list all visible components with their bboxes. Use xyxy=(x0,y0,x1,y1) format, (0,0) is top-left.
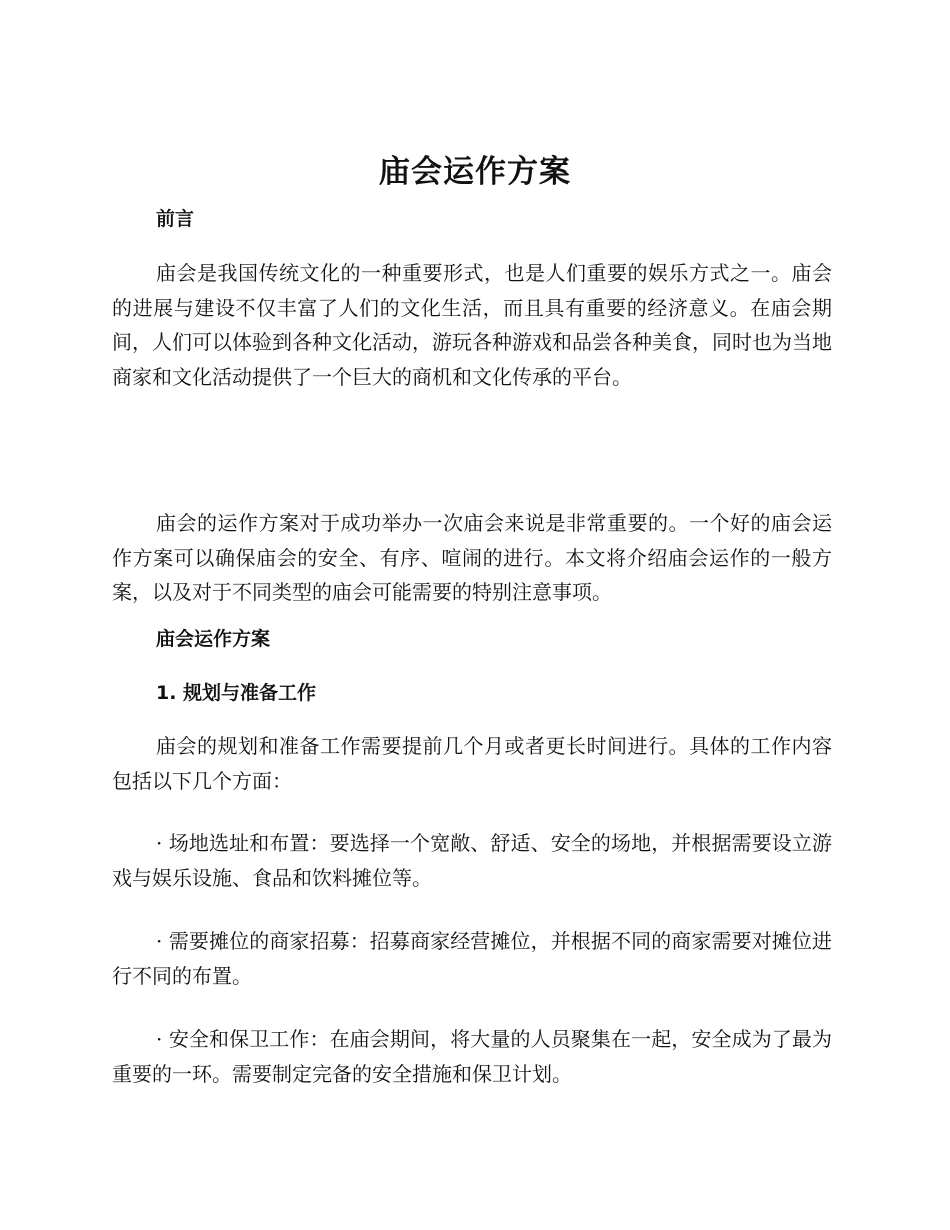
bullet-merchant-recruitment: · 需要摊位的商家招募：招募商家经营摊位，并根据不同的商家需要对摊位进行不同的布置。 xyxy=(112,929,832,988)
subsection-heading-planning: 1. 规划与准备工作 xyxy=(156,682,317,704)
section-heading-plan: 庙会运作方案 xyxy=(156,628,271,650)
section-heading-preface: 前言 xyxy=(156,208,195,230)
paragraph-planning-intro: 庙会的规划和准备工作需要提前几个月或者更长时间进行。具体的工作内容包括以下几个方面： xyxy=(112,734,832,793)
paragraph-preface-2: 庙会的运作方案对于成功举办一次庙会来说是非常重要的。一个好的庙会运作方案可以确保庙会的安全、有序、喧闹的进行。本文将介绍庙会运作的一般方案，以及对于不同类型的庙会可能需要的特别注意事项。 xyxy=(112,511,832,604)
page-title: 庙会运作方案 xyxy=(379,154,571,190)
bullet-security: · 安全和保卫工作：在庙会期间，将大量的人员聚集在一起，安全成为了最为重要的一环。需要制定完备的安全措施和保卫计划。 xyxy=(112,1027,832,1086)
paragraph-preface-1: 庙会是我国传统文化的一种重要形式，也是人们重要的娱乐方式之一。庙会的进展与建设不仅丰富了人们的文化生活，而且具有重要的经济意义。在庙会期间，人们可以体验到各种文化活动，游玩各种游戏和品尝各种美食，同时也为当地商家和文化活动提供了一个巨大的商机和文化传承的平台。 xyxy=(112,261,832,389)
bullet-site-selection: · 场地选址和布置：要选择一个宽敞、舒适、安全的场地，并根据需要设立游戏与娱乐设施、食品和饮料摊位等。 xyxy=(112,831,832,890)
